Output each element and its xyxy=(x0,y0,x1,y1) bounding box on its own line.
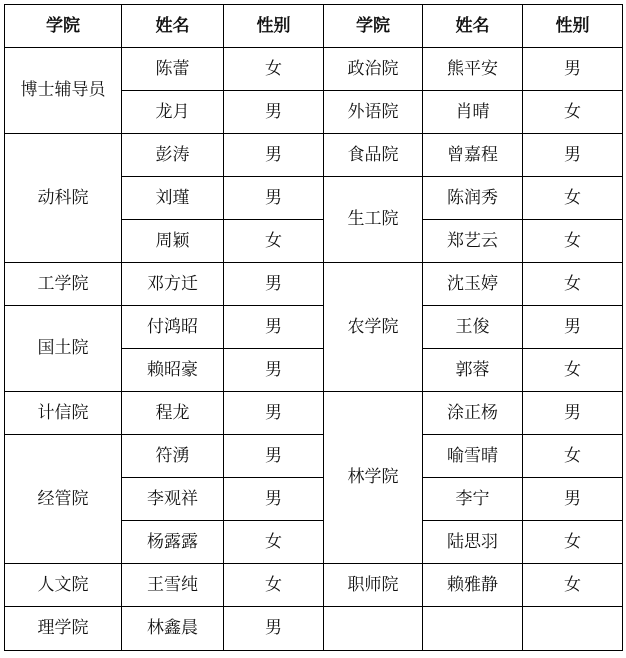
name-cell: 郑艺云 xyxy=(423,220,523,263)
name-cell: 陈润秀 xyxy=(423,177,523,220)
table-row xyxy=(5,306,623,349)
gender-cell: 男 xyxy=(523,478,623,521)
gender-cell: 女 xyxy=(523,564,623,607)
table-row xyxy=(5,134,623,177)
staff-table xyxy=(4,4,623,651)
name-cell: 曾嘉程 xyxy=(423,134,523,177)
table-row xyxy=(5,392,623,435)
college-cell: 经管院 xyxy=(5,435,122,564)
gender-cell: 男 xyxy=(523,134,623,177)
header-college-left: 学院 xyxy=(5,5,122,48)
header-gender-left: 性别 xyxy=(224,5,324,48)
name-cell: 陆思羽 xyxy=(423,521,523,564)
college-cell: 人文院 xyxy=(5,564,122,607)
gender-cell: 女 xyxy=(224,564,324,607)
name-cell: 肖晴 xyxy=(423,91,523,134)
college-cell: 博士辅导员 xyxy=(5,48,122,134)
name-cell: 赖昭豪 xyxy=(122,349,224,392)
name-cell: 杨露露 xyxy=(122,521,224,564)
college-cell: 动科院 xyxy=(5,134,122,263)
college-cell: 外语院 xyxy=(324,91,423,134)
gender-cell: 男 xyxy=(224,607,324,651)
gender-cell: 女 xyxy=(523,349,623,392)
gender-cell: 男 xyxy=(224,478,324,521)
name-cell: 周颖 xyxy=(122,220,224,263)
college-cell: 林学院 xyxy=(324,392,423,564)
empty-cell xyxy=(523,607,623,651)
name-cell: 王雪纯 xyxy=(122,564,224,607)
college-cell: 计信院 xyxy=(5,392,122,435)
name-cell: 赖雅静 xyxy=(423,564,523,607)
college-cell: 农学院 xyxy=(324,263,423,392)
table-row xyxy=(5,435,623,478)
gender-cell: 女 xyxy=(523,435,623,478)
gender-cell: 男 xyxy=(523,48,623,91)
gender-cell: 女 xyxy=(224,521,324,564)
name-cell: 林鑫晨 xyxy=(122,607,224,651)
name-cell: 李观祥 xyxy=(122,478,224,521)
gender-cell: 男 xyxy=(224,306,324,349)
gender-cell: 女 xyxy=(523,521,623,564)
college-cell: 政治院 xyxy=(324,48,423,91)
name-cell: 邓方迁 xyxy=(122,263,224,306)
gender-cell: 女 xyxy=(224,220,324,263)
gender-cell: 男 xyxy=(523,306,623,349)
name-cell: 涂正杨 xyxy=(423,392,523,435)
table-row xyxy=(5,48,623,91)
name-cell: 熊平安 xyxy=(423,48,523,91)
gender-cell: 女 xyxy=(523,91,623,134)
name-cell: 沈玉婷 xyxy=(423,263,523,306)
name-cell: 陈蕾 xyxy=(122,48,224,91)
header-name-left: 姓名 xyxy=(122,5,224,48)
table-row xyxy=(5,263,623,306)
name-cell: 李宁 xyxy=(423,478,523,521)
table-row xyxy=(5,564,623,607)
name-cell: 刘瑾 xyxy=(122,177,224,220)
gender-cell: 女 xyxy=(523,263,623,306)
header-name-right: 姓名 xyxy=(423,5,523,48)
gender-cell: 男 xyxy=(224,263,324,306)
gender-cell: 男 xyxy=(224,435,324,478)
gender-cell: 男 xyxy=(224,349,324,392)
header-gender-right: 性别 xyxy=(523,5,623,48)
college-cell: 食品院 xyxy=(324,134,423,177)
college-cell: 生工院 xyxy=(324,177,423,263)
college-cell: 国土院 xyxy=(5,306,122,392)
empty-cell xyxy=(423,607,523,651)
gender-cell: 女 xyxy=(224,48,324,91)
empty-cell xyxy=(324,607,423,651)
name-cell: 王俊 xyxy=(423,306,523,349)
table-row xyxy=(5,607,623,651)
header-row xyxy=(5,5,623,48)
gender-cell: 女 xyxy=(523,220,623,263)
name-cell: 喻雪晴 xyxy=(423,435,523,478)
name-cell: 龙月 xyxy=(122,91,224,134)
gender-cell: 男 xyxy=(224,392,324,435)
college-cell: 工学院 xyxy=(5,263,122,306)
name-cell: 程龙 xyxy=(122,392,224,435)
gender-cell: 男 xyxy=(224,177,324,220)
gender-cell: 男 xyxy=(224,91,324,134)
header-college-right: 学院 xyxy=(324,5,423,48)
gender-cell: 女 xyxy=(523,177,623,220)
gender-cell: 男 xyxy=(224,134,324,177)
gender-cell: 男 xyxy=(523,392,623,435)
name-cell: 付鸿昭 xyxy=(122,306,224,349)
name-cell: 郭蓉 xyxy=(423,349,523,392)
name-cell: 符湧 xyxy=(122,435,224,478)
college-cell: 理学院 xyxy=(5,607,122,651)
college-cell: 职师院 xyxy=(324,564,423,607)
name-cell: 彭涛 xyxy=(122,134,224,177)
